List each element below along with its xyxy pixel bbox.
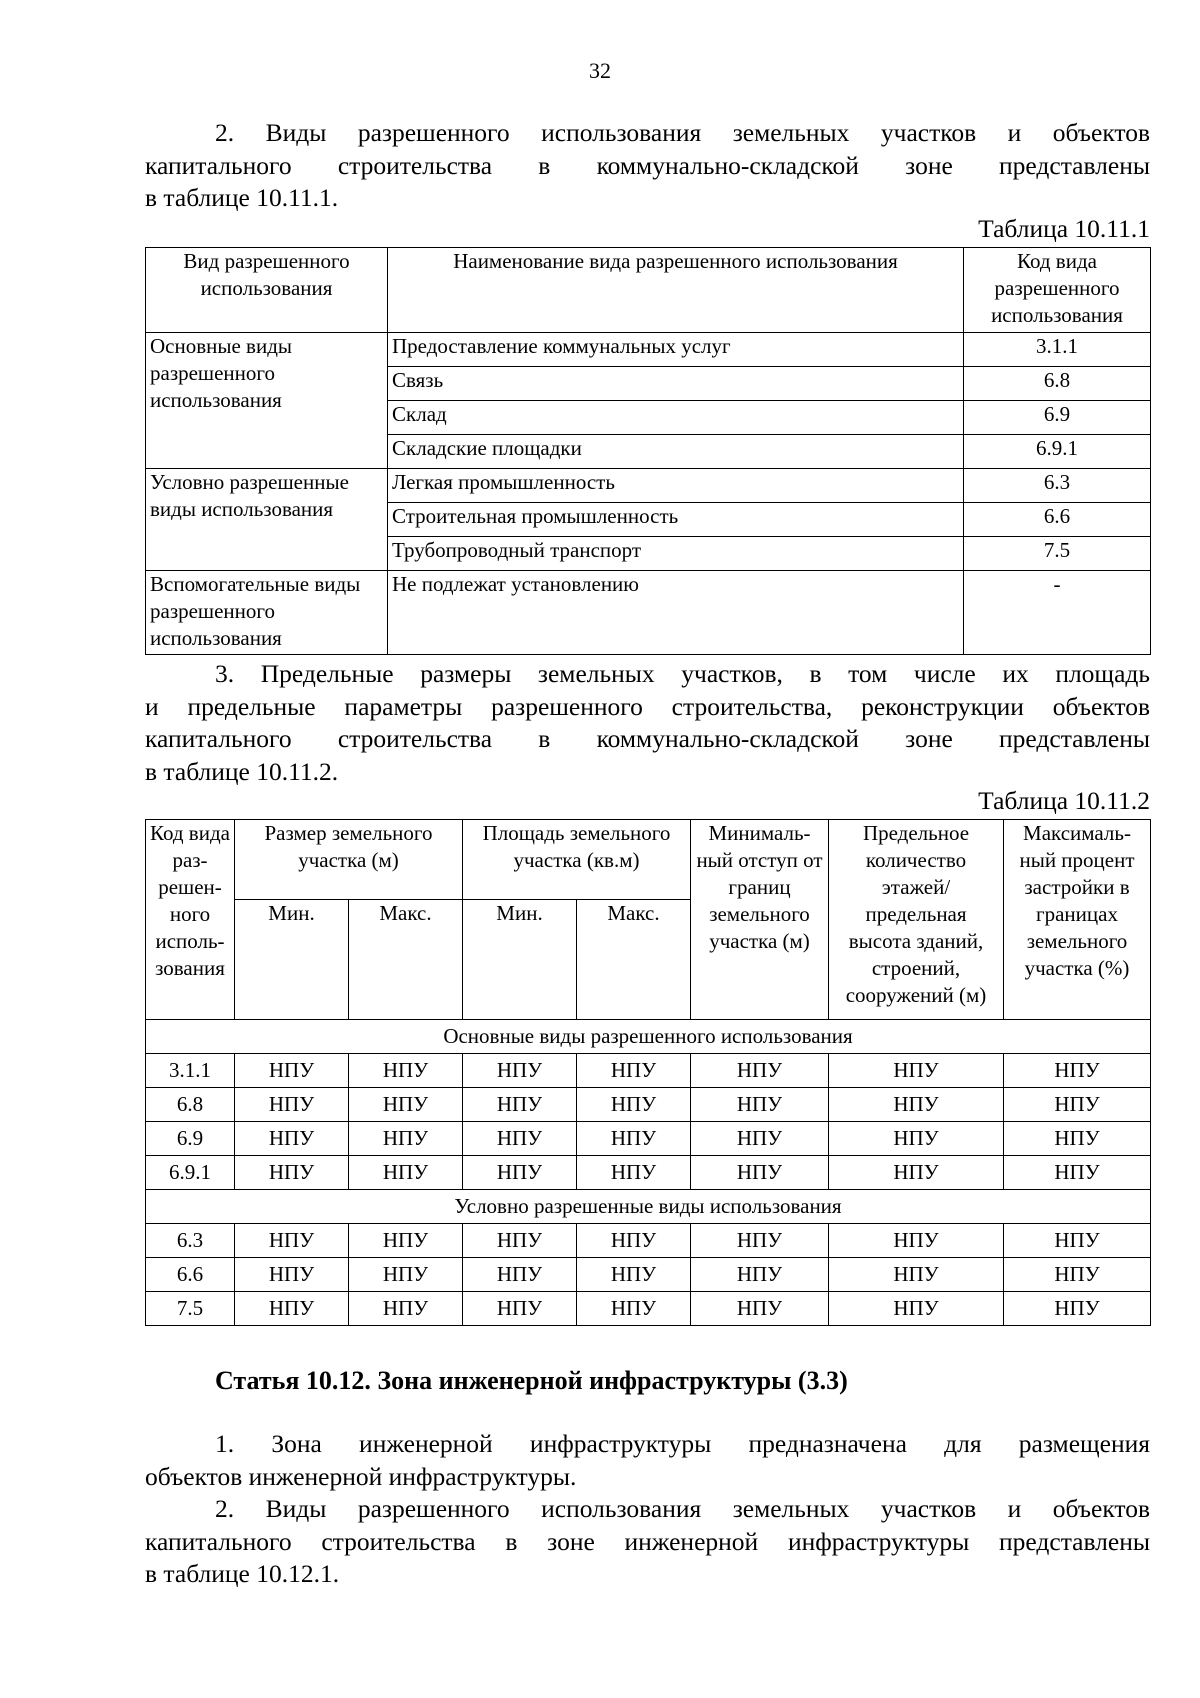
article-heading: Статья 10.12. Зона инженерной инфраструктуры (3.3) (215, 1366, 848, 1395)
table-10-11-2 (145, 819, 1151, 1326)
use-name-cell: Складские площадки (388, 435, 964, 469)
value-cell: НПУ (1004, 1088, 1151, 1122)
table-row (146, 1292, 1151, 1326)
value-cell: НПУ (235, 1088, 349, 1122)
value-cell: НПУ (349, 1054, 463, 1088)
paragraph-line: 3. Предельные размеры земельных участков, в том числе их площадь (215, 659, 1150, 688)
use-code-cell: 6.8 (964, 367, 1151, 401)
page-number: 32 (589, 58, 611, 83)
table-row (146, 1088, 1151, 1122)
value-cell: НПУ (1004, 1156, 1151, 1190)
use-code-cell: 6.9.1 (964, 435, 1151, 469)
value-cell: НПУ (577, 1088, 691, 1122)
paragraph-4 (145, 1428, 1150, 1493)
value-cell: НПУ (577, 1122, 691, 1156)
value-cell: НПУ (1004, 1292, 1151, 1326)
value-cell: НПУ (235, 1122, 349, 1156)
value-cell: НПУ (463, 1156, 577, 1190)
use-name-cell: Склад (388, 401, 964, 435)
value-cell: НПУ (691, 1292, 829, 1326)
value-cell: НПУ (463, 1088, 577, 1122)
paragraph-line: в таблице 10.11.1. (145, 183, 339, 212)
header-cell-percent: Максималь-ный процент застройки в границах земельного участка (%) (1004, 820, 1151, 1020)
value-cell: НПУ (829, 1292, 1004, 1326)
paragraph-line: 1. Зона инженерной инфраструктуры предназначена для размещения (215, 1429, 1150, 1458)
table-10-11-1-caption: Таблица 10.11.1 (978, 214, 1150, 243)
value-cell: НПУ (577, 1292, 691, 1326)
group-label: Основные виды разрешенного использования (146, 333, 388, 469)
use-code-cell: - (964, 571, 1151, 655)
value-cell: НПУ (235, 1258, 349, 1292)
code-cell: 6.9.1 (146, 1156, 235, 1190)
header-cell-name: Наименование вида разрешенного использования (388, 248, 964, 333)
use-name-cell: Легкая промышленность (388, 469, 964, 503)
value-cell: НПУ (577, 1258, 691, 1292)
paragraph-line: в таблице 10.12.1. (145, 1559, 340, 1588)
table-row (146, 571, 1151, 655)
group-label: Вспомогательные виды разрешенного использования (146, 571, 388, 655)
value-cell: НПУ (577, 1156, 691, 1190)
use-name-cell: Предоставление коммунальных услуг (388, 333, 964, 367)
group-label: Условно разрешенные виды использования (146, 469, 388, 571)
value-cell: НПУ (463, 1054, 577, 1088)
code-cell: 7.5 (146, 1292, 235, 1326)
value-cell: НПУ (1004, 1258, 1151, 1292)
value-cell: НПУ (829, 1258, 1004, 1292)
value-cell: НПУ (829, 1156, 1004, 1190)
value-cell: НПУ (691, 1088, 829, 1122)
paragraph-line: капитального строительства в зоне инженерной инфраструктуры представлены (145, 1526, 1150, 1556)
section-title: Условно разрешенные виды использования (146, 1190, 1151, 1224)
value-cell: НПУ (463, 1258, 577, 1292)
code-cell: 6.6 (146, 1258, 235, 1292)
paragraph-line: и предельные параметры разрешенного строительства, реконструкции объектов (145, 691, 1150, 721)
value-cell: НПУ (577, 1054, 691, 1088)
section-row (146, 1190, 1151, 1224)
table-row (146, 469, 1151, 503)
table-row (146, 1156, 1151, 1190)
paragraph-line: объектов инженерной инфраструктуры. (145, 1461, 577, 1491)
value-cell: НПУ (235, 1054, 349, 1088)
value-cell: НПУ (235, 1292, 349, 1326)
table-row (146, 1122, 1151, 1156)
value-cell: НПУ (349, 1292, 463, 1326)
section-row (146, 1020, 1151, 1054)
table-row (146, 1224, 1151, 1258)
paragraph-3 (145, 658, 1150, 788)
header-cell-code: Код вида разрешенного использования (964, 248, 1151, 333)
paragraph-line: капитального строительства в коммунально-складской зоне представлены (145, 724, 1150, 753)
use-code-cell: 6.6 (964, 503, 1151, 537)
value-cell: НПУ (235, 1156, 349, 1190)
value-cell: НПУ (349, 1224, 463, 1258)
header-cell-size: Размер земельного участка (м) (235, 820, 463, 900)
value-cell: НПУ (829, 1054, 1004, 1088)
header-cell-code: Код вида раз-решен-ного исполь-зования (146, 820, 235, 1020)
header-cell-area: Площадь земельного участка (кв.м) (463, 820, 691, 900)
use-name-cell: Строительная промышленность (388, 503, 964, 537)
paragraph-2 (145, 117, 1150, 215)
table-header-row (146, 248, 1151, 333)
table-row (146, 1054, 1151, 1088)
table-header-row (146, 820, 1151, 900)
value-cell: НПУ (1004, 1054, 1151, 1088)
header-cell-size-max: Макс. (349, 900, 463, 1020)
table-10-11-2-caption: Таблица 10.11.2 (978, 786, 1150, 815)
value-cell: НПУ (463, 1122, 577, 1156)
value-cell: НПУ (829, 1122, 1004, 1156)
paragraph-line: в таблице 10.11.2. (145, 756, 339, 786)
value-cell: НПУ (691, 1156, 829, 1190)
value-cell: НПУ (349, 1088, 463, 1122)
code-cell: 6.8 (146, 1088, 235, 1122)
use-code-cell: 6.9 (964, 401, 1151, 435)
use-code-cell: 7.5 (964, 537, 1151, 571)
header-cell-size-min: Мин. (235, 900, 349, 1020)
paragraph-line: 2. Виды разрешенного использования земельных участков и объектов (215, 1494, 1150, 1523)
code-cell: 6.3 (146, 1224, 235, 1258)
value-cell: НПУ (349, 1122, 463, 1156)
header-cell-floors: Предельное количество этажей/ предельная высота зданий, строений, сооружений (м) (829, 820, 1004, 1020)
value-cell: НПУ (1004, 1122, 1151, 1156)
value-cell: НПУ (691, 1224, 829, 1258)
header-cell-area-min: Мин. (463, 900, 577, 1020)
table-row (146, 1258, 1151, 1292)
value-cell: НПУ (1004, 1224, 1151, 1258)
value-cell: НПУ (577, 1224, 691, 1258)
value-cell: НПУ (829, 1088, 1004, 1122)
value-cell: НПУ (463, 1292, 577, 1326)
use-name-cell: Связь (388, 367, 964, 401)
header-cell-area-max: Макс. (577, 900, 691, 1020)
use-code-cell: 6.3 (964, 469, 1151, 503)
code-cell: 3.1.1 (146, 1054, 235, 1088)
value-cell: НПУ (691, 1258, 829, 1292)
section-title: Основные виды разрешенного использования (146, 1020, 1151, 1054)
code-cell: 6.9 (146, 1122, 235, 1156)
value-cell: НПУ (463, 1224, 577, 1258)
use-name-cell: Не подлежат установлению (388, 571, 964, 655)
value-cell: НПУ (349, 1258, 463, 1292)
value-cell: НПУ (691, 1122, 829, 1156)
table-10-11-1 (145, 247, 1151, 655)
paragraph-5 (145, 1493, 1150, 1591)
paragraph-line: капитального строительства в коммунально-складской зоне представлены (145, 150, 1150, 180)
header-cell-type: Вид разрешенного использования (146, 248, 388, 333)
value-cell: НПУ (349, 1156, 463, 1190)
paragraph-line: 2. Виды разрешенного использования земельных участков и объектов (215, 118, 1150, 147)
use-name-cell: Трубопроводный транспорт (388, 537, 964, 571)
value-cell: НПУ (235, 1224, 349, 1258)
value-cell: НПУ (829, 1224, 1004, 1258)
table-row (146, 333, 1151, 367)
value-cell: НПУ (691, 1054, 829, 1088)
use-code-cell: 3.1.1 (964, 333, 1151, 367)
header-cell-setback: Минималь-ный отступ от границ земельного участка (м) (691, 820, 829, 1020)
